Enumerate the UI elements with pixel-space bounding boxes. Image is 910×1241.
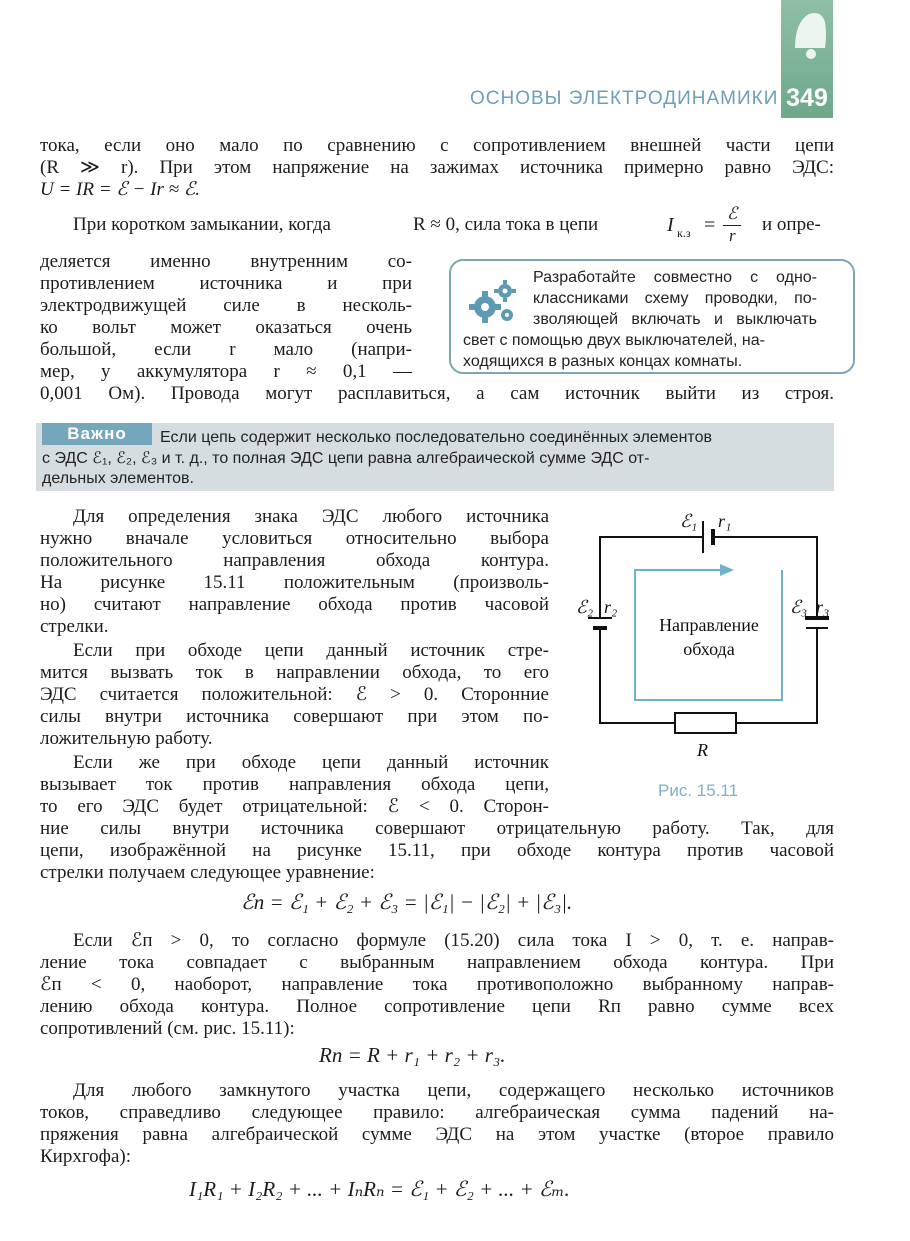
circuit-diagram bbox=[570, 505, 860, 777]
important-line: дельных элементов. bbox=[42, 470, 194, 487]
current-subscript: к.з bbox=[677, 226, 691, 240]
kirchhoff-line: пряжения равна алгебраической сумме ЭДС на этом участке (второе правило bbox=[40, 1124, 834, 1145]
resistor-R bbox=[675, 713, 736, 733]
kirchhoff-line: Кирхгофа): bbox=[40, 1146, 132, 1167]
short-circuit-line: большой, если r мало (напри- bbox=[40, 339, 412, 360]
important-line: Если цепь содержит несколько последовательно соединённых элементов bbox=[160, 429, 712, 446]
important-line: с ЭДС ℰ₁, ℰ₂, ℰ₃ и т. д., то полная ЭДС цепи равна алгебраической сумме ЭДС от- bbox=[42, 450, 650, 467]
label-r3: r₃ bbox=[816, 597, 830, 617]
negative-emf-line: Если же при обходе цепи данный источник bbox=[73, 752, 549, 773]
negative-emf-line: ние силы внутри источника совершают отрицательную работу. Так, для bbox=[40, 818, 834, 839]
callout-text bbox=[463, 267, 843, 372]
intro-line-1: тока, если оно мало по сравнению с сопротивлением внешней части цепи bbox=[40, 135, 834, 156]
positive-emf-line: Если при обходе цепи данный источник стре- bbox=[73, 640, 549, 661]
label-R: R bbox=[697, 740, 708, 760]
gears-icon bbox=[465, 275, 521, 331]
important-label: Важно bbox=[42, 423, 152, 445]
wire-right-bottom bbox=[736, 628, 817, 723]
negative-emf-line: вызывает ток против направления обхода цепи, bbox=[40, 774, 549, 795]
short-circuit-current-formula bbox=[667, 204, 757, 248]
negative-emf-line: стрелки получаем следующее уравнение: bbox=[40, 862, 375, 883]
label-r2: r₂ bbox=[604, 597, 618, 617]
current-direction-line: ℰп < 0, наоборот, направление тока противоположно выбранному направ- bbox=[40, 974, 834, 995]
short-circuit-line: электродвижущей силе в несколь- bbox=[40, 295, 412, 316]
short-circuit-line: противлением источника и при bbox=[40, 273, 412, 294]
short-circuit-end: и опре- bbox=[762, 214, 821, 235]
intro-line-2: (R ≫ r). При этом напряжение на зажимах источника примерно равно ЭДС: bbox=[40, 157, 834, 178]
figure-caption: Рис. 15.11 bbox=[658, 781, 739, 800]
negative-emf-line: цепи, изображённой на рисунке 15.11, при обходе контура против часовой bbox=[40, 840, 834, 861]
short-circuit-line: мер, у аккумулятора r ≈ 0,1 — bbox=[40, 361, 412, 382]
sign-rule-line: Для определения знака ЭДС любого источника bbox=[73, 506, 549, 527]
short-circuit-condition: R ≈ 0, сила тока в цепи bbox=[413, 214, 599, 235]
sign-rule-line: На рисунке 15.11 положительным (произволь- bbox=[40, 572, 549, 593]
sign-rule-line: положительного направления обхода контура. bbox=[40, 550, 549, 571]
callout-line: зволяющей включать и выключать bbox=[533, 311, 817, 328]
emf-sum-formula: ℰп = ℰ₁ + ℰ₂ + ℰ₃ = |ℰ₁| − |ℰ₂| + |ℰ₃|. bbox=[241, 890, 573, 914]
positive-emf-line: мится вызвать ток в направлении обхода, то его bbox=[40, 662, 549, 683]
label-r1: r₁ bbox=[718, 511, 732, 531]
direction-label-2: обхода bbox=[683, 639, 735, 659]
bell-icon bbox=[781, 0, 833, 70]
short-circuit-start: При коротком замыкании, когда bbox=[73, 214, 331, 235]
task-callout bbox=[449, 259, 855, 374]
important-box bbox=[36, 423, 834, 491]
running-header-title: ОСНОВЫ ЭЛЕКТРОДИНАМИКИ bbox=[470, 88, 779, 109]
current-direction-line: лению обхода контура. Полное сопротивление цепи Rп равно сумме всех bbox=[40, 996, 834, 1017]
positive-emf-line: ЭДС считается положительной: ℰ > 0. Сторонние bbox=[40, 684, 549, 705]
sign-rule-line: нужно вначале условиться относительно выбора bbox=[40, 528, 549, 549]
page-number: 349 bbox=[786, 84, 828, 112]
sign-rule-line: но) считают направление обхода против часовой bbox=[40, 594, 549, 615]
label-e2: ℰ₂ bbox=[576, 597, 594, 617]
callout-line: ходящихся в разных концах комнаты. bbox=[463, 353, 743, 370]
label-e3: ℰ₃ bbox=[790, 597, 808, 617]
short-circuit-last-line: 0,001 Ом). Провода могут расплавиться, а сам источник выйти из строя. bbox=[40, 383, 834, 404]
wire-left-bottom bbox=[600, 628, 675, 723]
direction-arrowhead bbox=[720, 564, 734, 576]
current-symbol: I bbox=[667, 214, 674, 236]
intro-line-3: U = IR = ℰ − Ir ≈ ℰ. bbox=[40, 179, 201, 200]
positive-emf-line: силы внутри источника совершают при этом по- bbox=[40, 706, 549, 727]
kirchhoff-line: токов, справедливо следующее правило: алгебраическая сумма падений на- bbox=[40, 1102, 834, 1123]
negative-emf-line: то его ЭДС будет отрицательной: ℰ < 0. Сторон- bbox=[40, 796, 549, 817]
callout-line: Разработайте совместно с одно- bbox=[533, 269, 817, 286]
equals-sign: = bbox=[704, 214, 716, 236]
short-circuit-line: ко вольт может оказаться очень bbox=[40, 317, 412, 338]
positive-emf-line: ложительную работу. bbox=[40, 728, 213, 749]
direction-loop bbox=[635, 570, 782, 700]
direction-label-1: Направление bbox=[659, 615, 759, 635]
callout-line: классниками схему проводки, по- bbox=[533, 290, 817, 307]
kirchhoff-line: Для любого замкнутого участка цепи, содержащего несколько источников bbox=[73, 1080, 834, 1101]
sign-rule-line: стрелки. bbox=[40, 616, 109, 637]
short-circuit-line: деляется именно внутренним со- bbox=[40, 251, 412, 272]
current-direction-line: сопротивлений (см. рис. 15.11): bbox=[40, 1018, 295, 1039]
resistance-sum-formula: Rп = R + r₁ + r₂ + r₃. bbox=[319, 1043, 506, 1067]
callout-line: свет с помощью двух выключателей, на- bbox=[463, 332, 765, 349]
label-e1: ℰ₁ bbox=[680, 511, 698, 531]
current-direction-line: ление тока совпадает с выбранным направлением обхода контура. При bbox=[40, 952, 834, 973]
kirchhoff-formula: I₁R₁ + I₂R₂ + ... + IₙRₙ = ℰ₁ + ℰ₂ + ... + ℰₘ. bbox=[189, 1177, 570, 1201]
fraction-denominator: r bbox=[729, 226, 736, 245]
fraction-numerator: ℰ bbox=[727, 204, 738, 223]
current-direction-line: Если ℰп > 0, то согласно формуле (15.20) сила тока I > 0, т. е. направ- bbox=[73, 930, 834, 951]
